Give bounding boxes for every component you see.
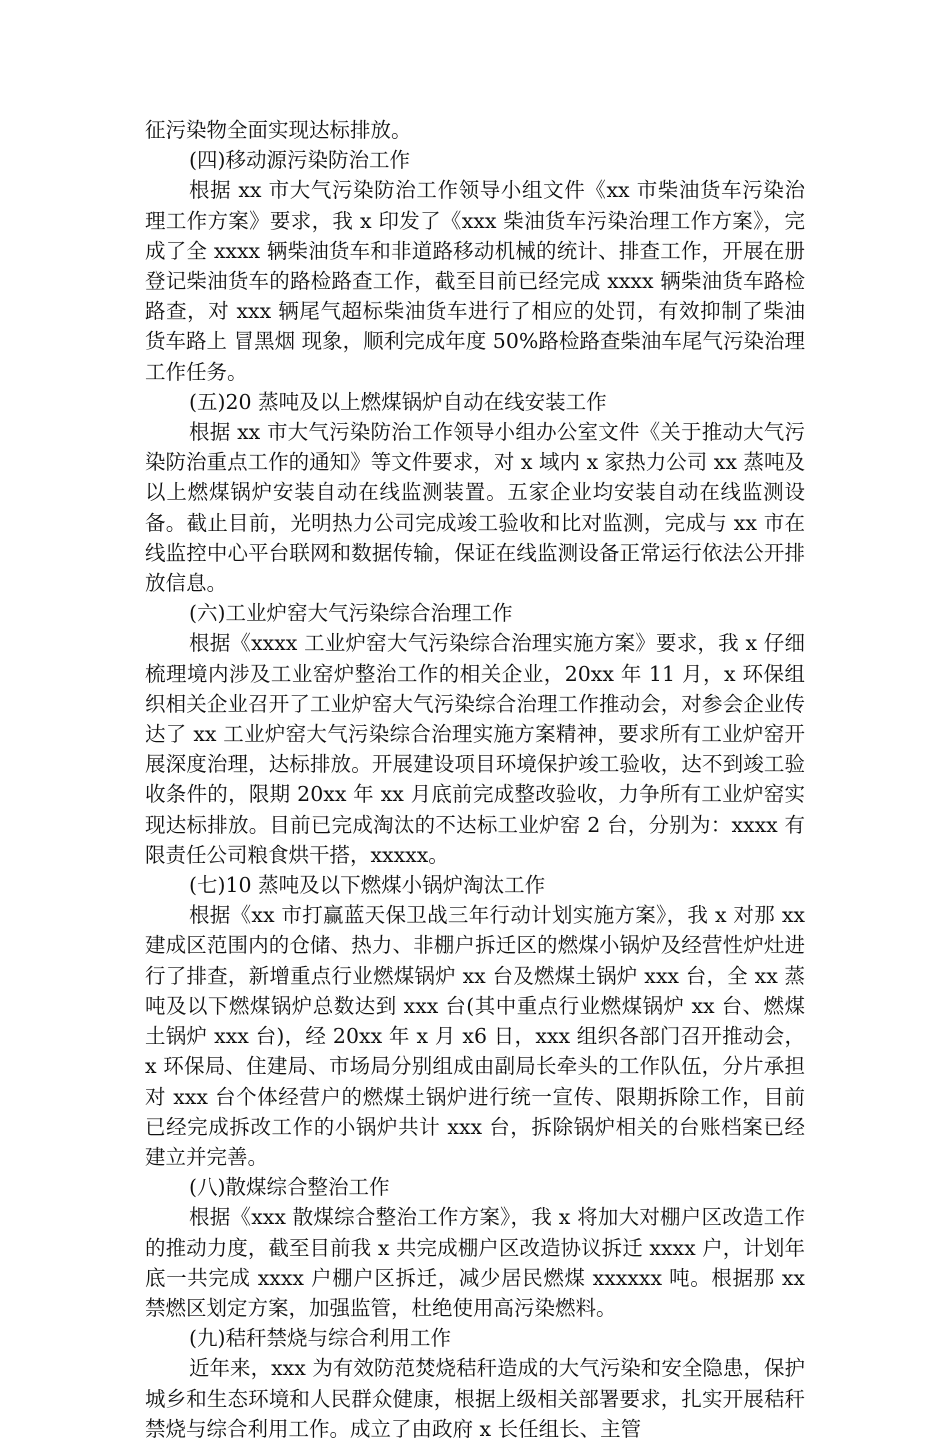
section-heading-5: (五)20 蒸吨及以上燃煤锅炉自动在线安装工作 xyxy=(189,389,607,414)
section-heading-7: (七)10 蒸吨及以下燃煤小锅炉淘汰工作 xyxy=(189,873,546,898)
paragraph: 近年来，xxx 为有效防范焚烧秸秆造成的大气污染和安全隐患，保护城乡和生态环境和人民群众健康，根据上级相关部署要求，扎实开展秸秆禁烧与综合利用工作。成立了由政府 x 长任组长、主管 xyxy=(145,1356,805,1441)
paragraph-continuation: 征污染物全面实现达标排放。 xyxy=(145,118,412,142)
document-body xyxy=(145,115,805,1444)
section-heading-8: (八)散煤综合整治工作 xyxy=(189,1175,390,1200)
paragraph: 根据 xx 市大气污染防治工作领导小组文件《xx 市柴油货车污染治理工作方案》要求，我 x 印发了《xxx 柴油货车污染治理工作方案》，完成了全 xxxx 辆柴油货车和非道路移动机械的统计、排查工作，开展在册登记柴油货车的路检路查工作，截至目前已经完成 xxxx 辆柴油货车路检路查，对 xxx 辆尾气超标柴油货车进行了相应的处罚，有效抑制了柴油货车路上 冒黑烟 现象，顺利完成年度 50%路检路查柴油车尾气污染治理工作任务。 xyxy=(145,178,805,384)
paragraph: 根据 xx 市大气污染防治工作领导小组办公室文件《关于推动大气污染防治重点工作的通知》等文件要求，对 x 域内 x 家热力公司 xx 蒸吨及以上燃煤锅炉安装自动在线监测装置。五家企业均安装自动在线监测设备。截止目前，光明热力公司完成竣工验收和比对监测，完成与 xx 市在线监控中心平台联网和数据传输，保证在线监测设备正常运行依法公开排放信息。 xyxy=(145,420,805,596)
paragraph: 根据《xxxx 工业炉窑大气污染综合治理实施方案》要求，我 x 仔细梳理境内涉及工业窑炉整治工作的相关企业，20xx 年 11 月，x 环保组织相关企业召开了工业炉窑大气污染综合治理工作推动会，对参会企业传达了 xx 工业炉窑大气污染综合治理实施方案精神，要求所有工业炉窑开展深度治理，达标排放。开展建设项目环境保护竣工验收，达不到竣工验收条件的，限期 20xx 年 xx 月底前完成整改验收，力争所有工业炉窑实现达标排放。目前已完成淘汰的不达标工业炉窑 2 台，分别为：xxxx 有限责任公司粮食烘干搭，xxxxx。 xyxy=(145,631,805,867)
section-heading-4: (四)移动源污染防治工作 xyxy=(189,148,410,173)
paragraph: 根据《xx 市打赢蓝天保卫战三年行动计划实施方案》，我 x 对那 xx 建成区范围内的仓储、热力、非棚户拆迁区的燃煤小锅炉及经营性炉灶进行了排查，新增重点行业燃煤锅炉 xx 台及燃煤土锅炉 xxx 台，全 xx 蒸吨及以下燃煤锅炉总数达到 xxx 台(其中重点行业燃煤锅炉 xx 台、燃煤土锅炉 xxx 台)，经 20xx 年 x 月 x6 日，xxx 组织各部门召开推动会，x 环保局、住建局、市场局分别组成由副局长牵头的工作队伍，分片承担对 xxx 台个体经营户的燃煤土锅炉进行统一宣传、限期拆除工作，目前已经完成拆改工作的小锅炉共计 xxx 台，拆除锅炉相关的台账档案已经建立并完善。 xyxy=(145,903,805,1169)
section-heading-6: (六)工业炉窑大气污染综合治理工作 xyxy=(189,601,513,626)
section-heading-9: (九)秸秆禁烧与综合利用工作 xyxy=(189,1326,451,1351)
paragraph: 根据《xxx 散煤综合整治工作方案》，我 x 将加大对棚户区改造工作的推动力度，截至目前我 x 共完成棚户区改造协议拆迁 xxxx 户，计划年底一共完成 xxxx 户棚户区拆迁，减少居民燃煤 xxxxxx 吨。根据那 xx 禁燃区划定方案，加强监管，杜绝使用高污染燃料。 xyxy=(145,1205,805,1320)
